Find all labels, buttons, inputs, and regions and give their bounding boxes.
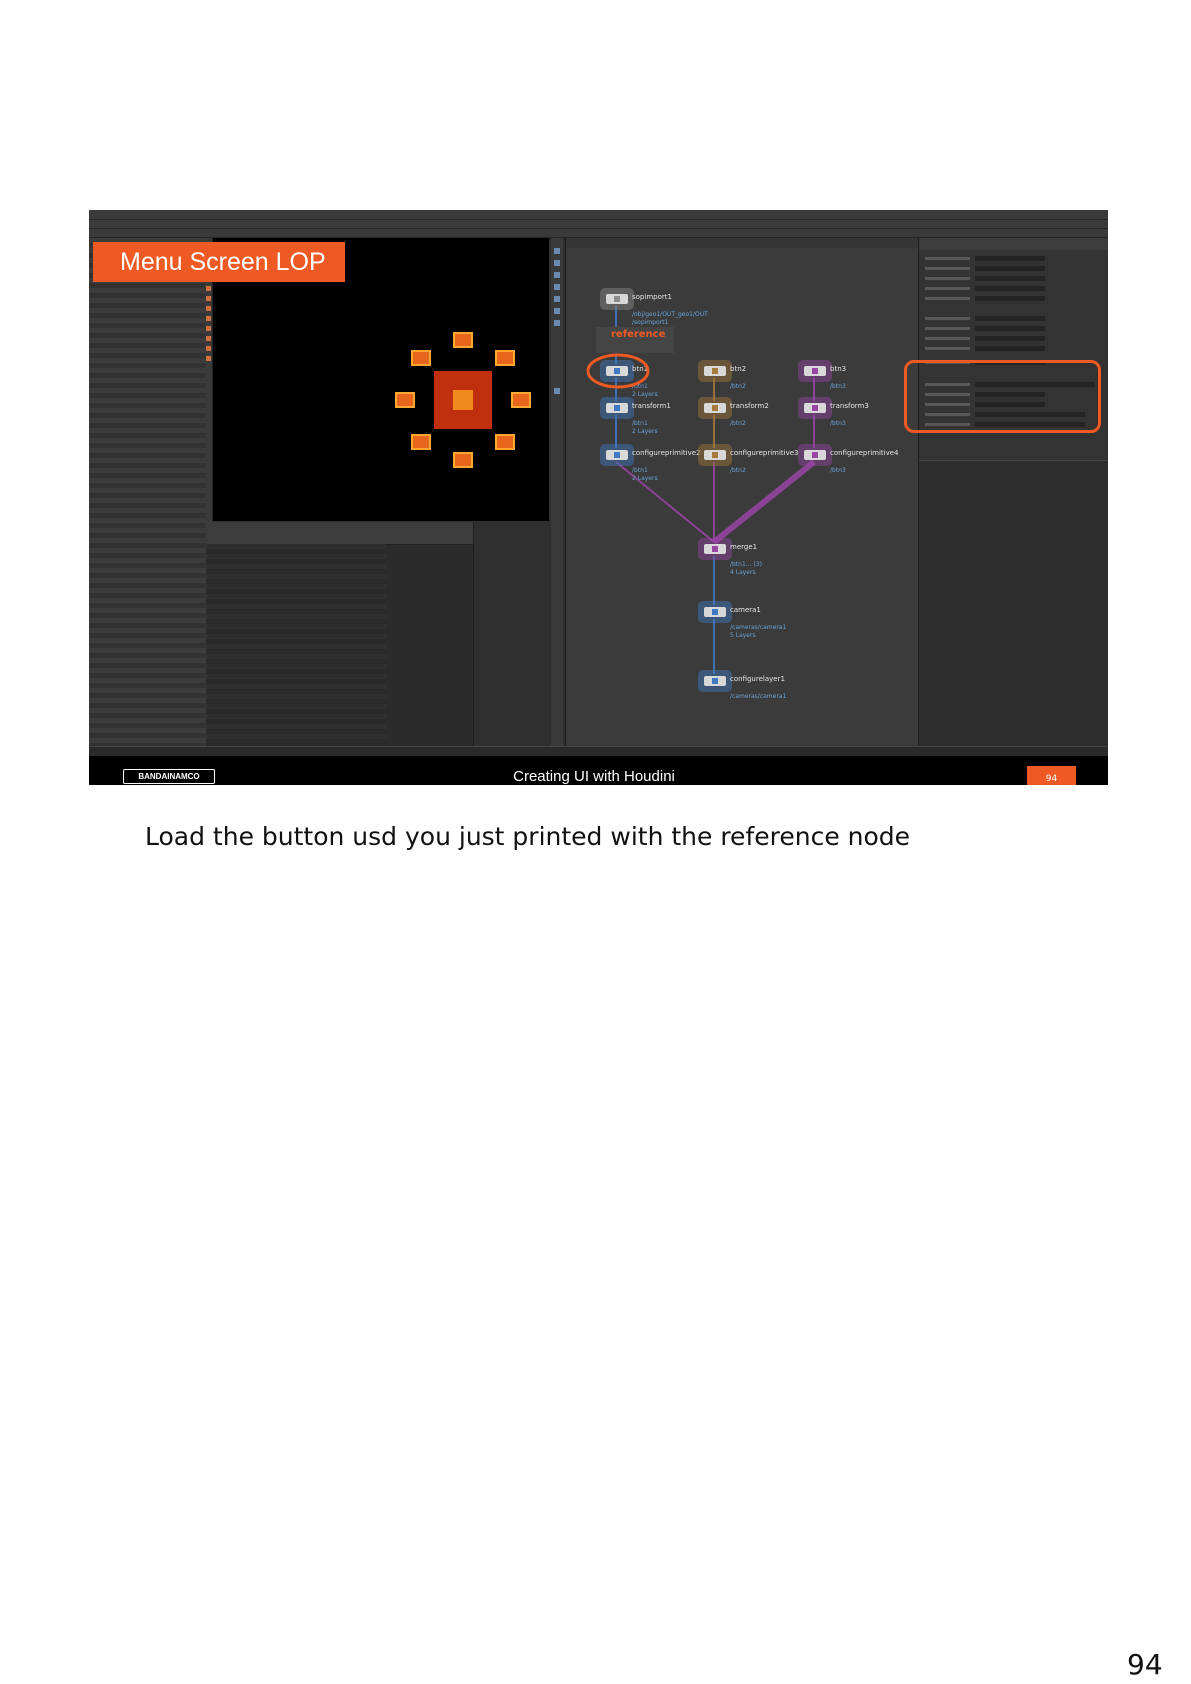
node-name: configureprimitive4: [830, 449, 899, 457]
node-transform2[interactable]: [698, 397, 769, 427]
reference-file-highlight: [904, 360, 1101, 433]
node-name: camera1: [730, 606, 761, 614]
node-name: transform1: [632, 402, 671, 410]
node-name: btn2: [730, 365, 747, 373]
node-name: transform2: [730, 402, 769, 410]
node-name: configureprimitive3: [730, 449, 799, 457]
annotation-text: reference: [611, 329, 666, 340]
node-merge1[interactable]: [698, 538, 762, 576]
overlay-label: Menu Screen LOP: [93, 242, 345, 282]
slide-caption: Load the button usd you just printed with the reference node: [145, 822, 911, 851]
node-path: /btn1: [632, 383, 648, 390]
node-btn3[interactable]: [798, 360, 846, 390]
node-path: /btn3: [830, 467, 846, 474]
node-layers: 4 Layers: [730, 569, 756, 576]
houdini-menubar: [89, 210, 1108, 239]
node-layers: 5 Layers: [730, 632, 756, 639]
scene-graph-tree: [206, 522, 473, 746]
node-name: transform3: [830, 402, 869, 410]
node-configurelayer1[interactable]: [698, 670, 786, 700]
node-graph[interactable]: [566, 238, 918, 746]
node-layers: 2 Layers: [632, 475, 658, 482]
node-configureprimitive4[interactable]: [798, 444, 899, 474]
node-path: /btn2: [730, 383, 746, 390]
footer-title: Creating UI with Houdini: [513, 768, 675, 785]
node-camera1[interactable]: [698, 601, 786, 639]
slide-footer: [89, 756, 1108, 785]
node-btn2[interactable]: [698, 360, 746, 390]
node-path: /cameras/camera1: [730, 693, 787, 700]
node-path: /btn1... (3): [730, 561, 762, 568]
node-transform1[interactable]: [600, 397, 671, 435]
node-name: configurelayer1: [730, 675, 785, 683]
node-name: sopimport1: [632, 293, 672, 301]
slide-number-badge: 94: [1027, 766, 1076, 785]
viewport-right-toolbar: [551, 238, 563, 746]
node-configureprimitive2[interactable]: [600, 444, 701, 482]
details-pane: [473, 522, 550, 746]
node-path: /btn2: [730, 420, 746, 427]
button-ring-preview: [393, 330, 533, 470]
node-btn1[interactable]: [600, 360, 658, 398]
node-name: configureprimitive2: [632, 449, 701, 457]
node-transform3[interactable]: [798, 397, 869, 427]
node-name: btn1: [632, 365, 649, 373]
node-layers: 2 Layers: [632, 428, 658, 435]
node-wire: [714, 462, 814, 542]
node-wire: [616, 462, 714, 542]
node-path: /obj/geo1/OUT_geo1/OUT: [632, 311, 708, 318]
node-path: /btn1: [632, 467, 648, 474]
network-editor[interactable]: [565, 238, 919, 746]
node-name: merge1: [730, 543, 758, 551]
viewport-status: [215, 499, 545, 519]
node-path: /btn3: [830, 420, 846, 427]
company-logo: BANDAINAMCO: [123, 769, 215, 784]
node-path: /cameras/camera1: [730, 624, 787, 631]
node-layers: /sopimport1: [632, 319, 669, 326]
node-path: /btn1: [632, 420, 648, 427]
slide: [89, 210, 1108, 785]
page-number: 94: [1127, 1648, 1163, 1681]
left-pane: [89, 238, 205, 746]
node-path: /btn2: [730, 467, 746, 474]
node-name: btn3: [830, 365, 847, 373]
node-path: /btn3: [830, 383, 846, 390]
parameter-pane[interactable]: [919, 238, 1108, 746]
node-layers: 2 Layers: [632, 391, 658, 398]
